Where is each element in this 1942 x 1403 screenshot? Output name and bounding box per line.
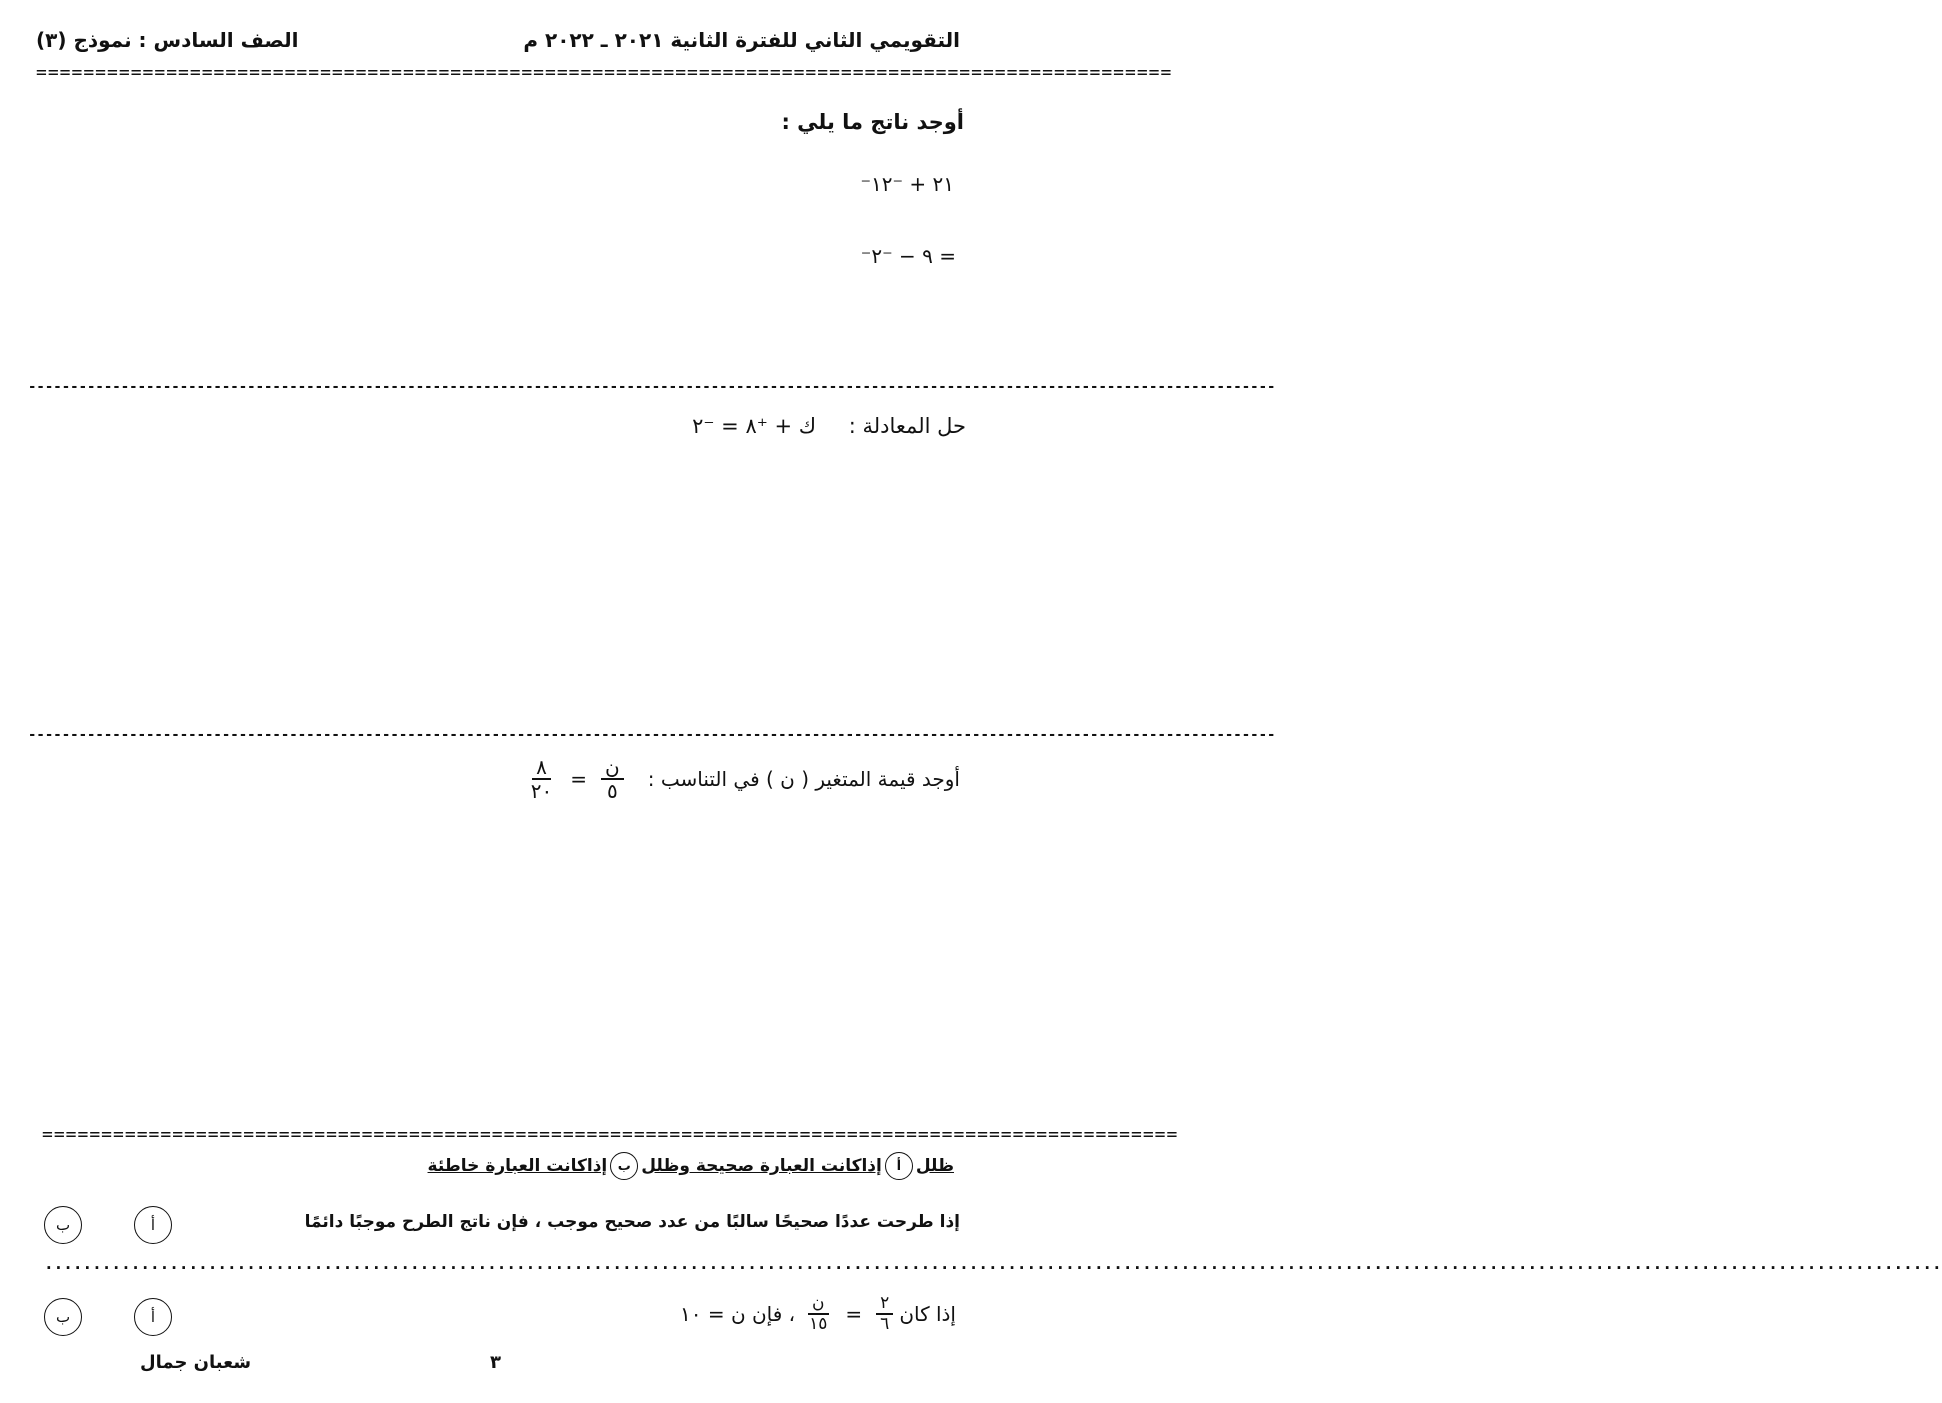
question-2-equals: = [845,1301,863,1326]
section1-expression-2: ⁻٩ − ⁻٢ = [860,244,956,268]
instruction-shade: ظلل [915,1156,954,1176]
equals-sign: = [570,767,588,791]
section2-title: حل المعادلة : [848,414,966,438]
grade-model: الصف السادس : نموذج (٣) [36,28,299,52]
fraction-denominator: ٥ [607,779,618,803]
question-1-option-a[interactable]: أ [134,1206,172,1244]
question-2-fraction-left [876,1294,893,1333]
double-separator-2: ================================================================================================ [42,1124,1179,1145]
author-name: شعبان جمال [140,1352,252,1373]
question-2-prefix: إذا كان [899,1301,956,1326]
section2-equation: ك + ⁺٨ = ⁻٢ [692,414,817,438]
question-1-option-b[interactable]: ب [44,1206,82,1244]
instruction-option-a-circle: أ [885,1152,913,1180]
exam-title: التقويمي الثاني للفترة الثانية ٢٠٢١ ـ ٢٠٢٢ م [523,28,960,52]
section3-proportion-line [521,756,960,802]
fraction-denominator: ٦ [880,1313,890,1334]
section1-title: أوجد ناتج ما يلي : [781,110,964,134]
header-double-rule: ================================================================================================ [36,62,1173,83]
question-2-option-a[interactable]: أ [134,1298,172,1336]
question-2-fraction-right [805,1294,831,1333]
section2-equation-line [692,414,966,438]
proportion-fraction-left [601,756,624,802]
dotted-separator: ..................................................................................................................................................................................................... [44,1254,1942,1273]
proportion-fraction-right [527,756,556,802]
instruction-option-b-circle: ب [610,1152,638,1180]
dashed-separator-2: ---------------------------------------------------------------------------------------------------------------------------------------------------- [28,727,1276,743]
section4-instructions [428,1152,954,1180]
fraction-numerator: ن [808,1294,828,1315]
fraction-denominator: ١٥ [809,1313,828,1334]
question-2-option-b[interactable]: ب [44,1298,82,1336]
question-1-text: إذا طرحت عددًا صحيحًا سالبًا من عدد صحيح موجب ، فإن ناتج الطرح موجبًا دائمًا [304,1212,960,1232]
question-2-line [680,1294,956,1333]
fraction-numerator: ن [601,756,624,780]
instruction-true-text: إذاكانت العبارة صحيحة وظلل [641,1156,882,1176]
fraction-denominator: ٢٠ [530,779,553,803]
section1-expression-1: ⁻٢١ + ⁻١٢ [860,172,954,196]
fraction-numerator: ٢ [876,1294,893,1315]
dashed-separator-1: ---------------------------------------------------------------------------------------------------------------------------------------------------- [28,379,1276,395]
section3-title: أوجد قيمة المتغير ( ن ) في التناسب : [647,767,960,791]
fraction-numerator: ٨ [532,756,551,780]
page-number: ٣ [490,1352,501,1373]
question-2-suffix: ، فإن ن = ١٠ [679,1301,796,1326]
instruction-false-text: إذاكانت العبارة خاطئة [427,1156,608,1176]
